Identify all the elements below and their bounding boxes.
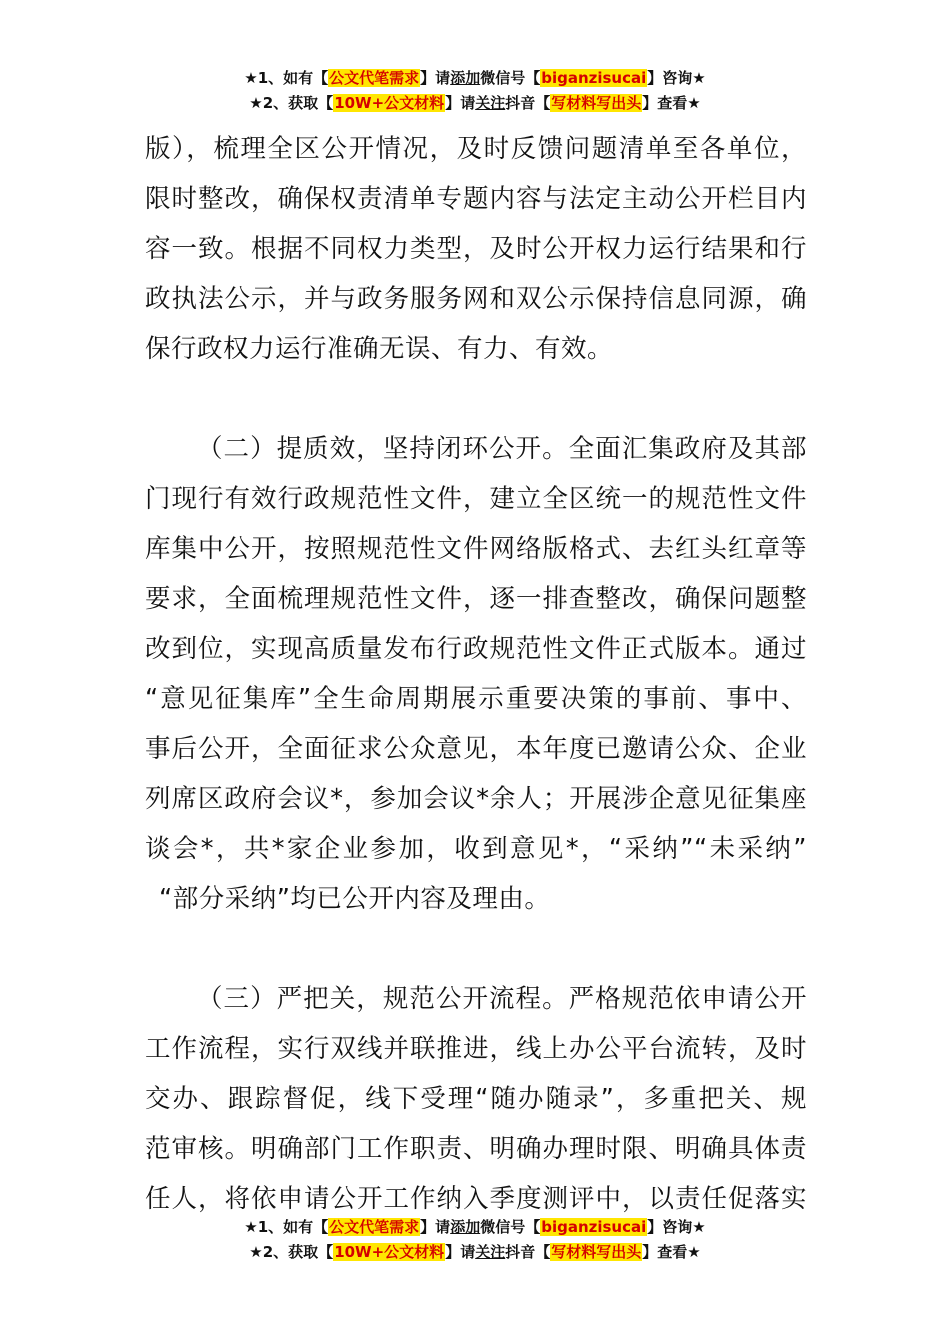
notice-text: 微信号【 <box>480 69 541 87</box>
notice-highlight: 公文代笔需求 <box>329 69 420 87</box>
text-line: 事后公开，全面征求公众意见，本年度已邀请公众、企业 <box>145 734 807 764</box>
notice-underline: 添加 <box>450 1218 481 1236</box>
notice-text: 】请 <box>420 69 451 87</box>
notice-line-1 <box>0 1215 950 1240</box>
text-line: （二）提质效，坚持闭环公开。全面汇集政府及其部 <box>197 434 807 464</box>
notice-underline: 关注 <box>475 94 506 112</box>
notice-highlight: biganzisucai <box>541 69 647 87</box>
text-line: 限时整改，确保权责清单专题内容与法定主动公开栏目内 <box>145 184 807 214</box>
notice-text: 】请 <box>445 1243 476 1261</box>
text-line: 任人，将依申请公开工作纳入季度测评中，以责任促落实 <box>145 1184 807 1214</box>
notice-text: 】请 <box>420 1218 451 1236</box>
text-line: 改到位，实现高质量发布行政规范性文件正式版本。通过 <box>145 634 807 664</box>
notice-highlight: 10W+公文材料 <box>334 94 445 112</box>
notice-text: ★1、如有【 <box>244 1218 329 1236</box>
notice-highlight: biganzisucai <box>541 1218 647 1236</box>
notice-text: 】请 <box>445 94 476 112</box>
notice-text: 】查看★ <box>642 1243 701 1261</box>
notice-highlight: 10W+公文材料 <box>334 1243 445 1261</box>
notice-text: 抖音【 <box>505 1243 551 1261</box>
text-line: “部分采纳”均已公开内容及理由。 <box>159 884 551 914</box>
notice-text: 抖音【 <box>505 94 551 112</box>
text-line: （三）严把关，规范公开流程。严格规范依申请公开 <box>197 984 807 1014</box>
notice-underline: 关注 <box>475 1243 506 1261</box>
notice-line-2 <box>0 1240 950 1265</box>
text-line: 谈会*，共*家企业参加，收到意见*，“采纳”“未采纳” <box>145 834 807 864</box>
paragraph-1 <box>145 124 807 374</box>
notice-highlight: 写材料写出头 <box>551 94 642 112</box>
text-line: 容一致。根据不同权力类型，及时公开权力运行结果和行 <box>145 234 807 264</box>
notice-text: 】查看★ <box>642 94 701 112</box>
footer-notice <box>0 1215 950 1265</box>
text-line: 工作流程，实行双线并联推进，线上办公平台流转，及时 <box>145 1034 807 1064</box>
text-line: 版），梳理全区公开情况，及时反馈问题清单至各单位， <box>145 134 807 164</box>
notice-highlight: 公文代笔需求 <box>329 1218 420 1236</box>
text-line: 要求，全面梳理规范性文件，逐一排查整改，确保问题整 <box>145 584 807 614</box>
text-line: 库集中公开，按照规范性文件网络版格式、去红头红章等 <box>145 534 807 564</box>
notice-text: ★2、获取【 <box>249 94 334 112</box>
paragraph-2 <box>145 424 807 924</box>
notice-underline: 添加 <box>450 69 481 87</box>
paragraph-3 <box>145 974 807 1224</box>
text-line: 门现行有效行政规范性文件，建立全区统一的规范性文件 <box>145 484 807 514</box>
text-line: 保行政权力运行准确无误、有力、有效。 <box>145 334 614 364</box>
document-body <box>145 124 807 1224</box>
text-line: 政执法公示，并与政务服务网和双公示保持信息同源，确 <box>145 284 807 314</box>
text-line: 列席区政府会议*，参加会议*余人；开展涉企意见征集座 <box>145 784 807 814</box>
notice-highlight: 写材料写出头 <box>551 1243 642 1261</box>
notice-text: 】咨询★ <box>647 1218 706 1236</box>
text-line: 交办、跟踪督促，线下受理“随办随录”，多重把关、规 <box>145 1084 807 1114</box>
notice-line-1 <box>0 66 950 91</box>
notice-line-2 <box>0 91 950 116</box>
text-line: “意见征集库”全生命周期展示重要决策的事前、事中、 <box>145 684 807 714</box>
notice-text: ★2、获取【 <box>249 1243 334 1261</box>
notice-text: ★1、如有【 <box>244 69 329 87</box>
header-notice <box>0 66 950 116</box>
text-line: 范审核。明确部门工作职责、明确办理时限、明确具体责 <box>145 1134 807 1164</box>
notice-text: 微信号【 <box>480 1218 541 1236</box>
notice-text: 】咨询★ <box>647 69 706 87</box>
